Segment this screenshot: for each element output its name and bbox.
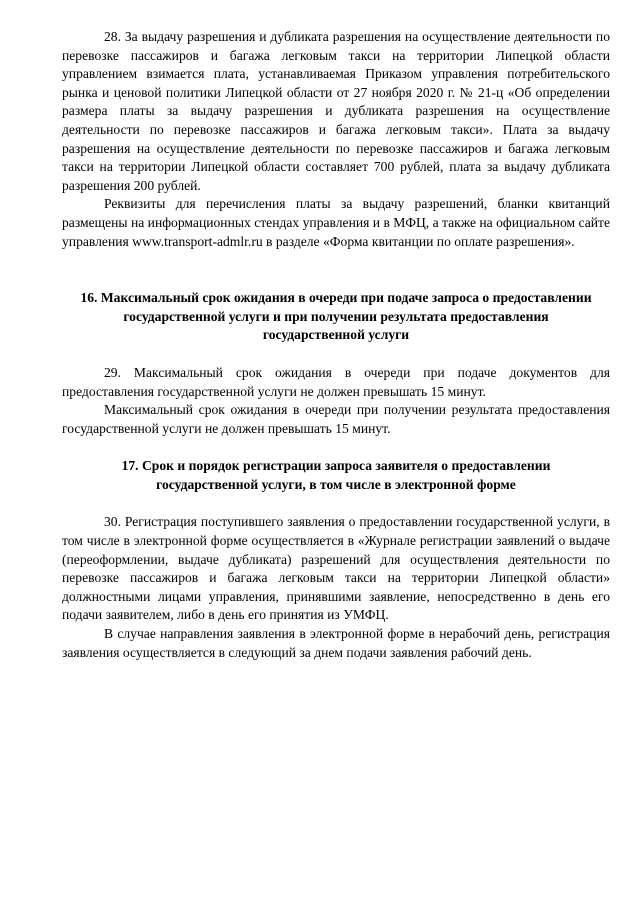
paragraph-queue-result: Максимальный срок ожидания в очереди при получении результата предоставления государственной услуги не должен превышать 15 минут. <box>62 402 610 436</box>
spacer <box>62 494 610 513</box>
section-16-heading: 16. Максимальный срок ожидания в очереди при подаче запроса о предоставлении государственной услуги и при получении результата предоставления государственной услуги <box>80 290 592 343</box>
paragraph-payment-details: Реквизиты для перечисления платы за выдачу разрешений, бланки квитанций размещены на информационных стендах управления и в МФЦ, а также на официальном сайте управления www.transport-admlr.ru в разделе «Форма квитанции по оплате разрешения». <box>62 196 610 249</box>
spacer <box>62 438 610 457</box>
spacer <box>62 251 610 289</box>
document-body <box>62 28 610 662</box>
paragraph-28-fee: 28. За выдачу разрешения и дубликата разрешения на осуществление деятельности по перевозке пассажиров и багажа легковым такси на территории Липецкой области управлением взимается плата, устанавливаемая Приказом управления потребительского рынка и ценовой политики Липецкой области от 27 ноября 2020 г. № 21-ц «Об определении размера платы за выдачу разрешения и дубликата разрешения на осуществление деятельности по перевозке пассажиров и багажа легковым такси». Плата за выдачу разрешения на осуществление деятельности по перевозке пассажиров и багажа легковым такси на территории Липецкой области составляет 700 рублей, плата за выдачу дубликата разрешения 200 рублей. <box>62 29 610 193</box>
paragraph-30-registration: 30. Регистрация поступившего заявления о предоставлении государственной услуги, в том числе в электронной форме осуществляется в «Журнале регистрации заявлений о выдаче (переоформлении, выдаче дубликата) разрешений для осуществления деятельности по перевозке пассажиров и багажа легковым такси на территории Липецкой области» должностными лицами управления, принявшими заявление, непосредственно в день его подачи заявителем, либо в день его принятия из УМФЦ. <box>62 514 610 623</box>
paragraph-29-queue-submission: 29. Максимальный срок ожидания в очереди при подаче документов для предоставления государственной услуги не должен превышать 15 минут. <box>62 364 610 399</box>
section-17-heading: 17. Срок и порядок регистрации запроса заявителя о предоставлении государственной услуги, в том числе в электронной форме <box>121 458 551 492</box>
spacer <box>62 345 610 364</box>
paragraph-non-working-day: В случае направления заявления в электронной форме в нерабочий день, регистрация заявления осуществляется в следующий за днем подачи заявления рабочий день. <box>62 626 610 660</box>
